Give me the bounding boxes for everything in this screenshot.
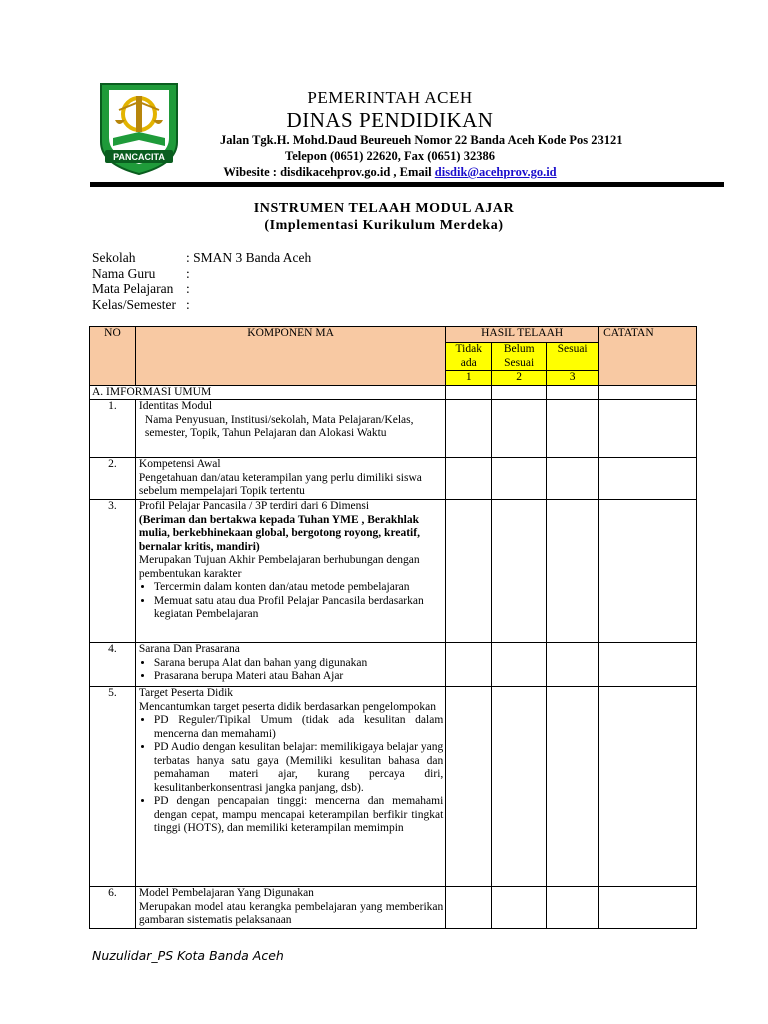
- header-rule: [90, 182, 724, 187]
- row-component: [135, 887, 445, 929]
- component-dimensions: (Beriman dan bertakwa kepada Tuhan YME , Berakhlak mulia, berkebhinekaan global, bergotong royong, kreatif, bernalar kritis, mandiri): [138, 513, 420, 553]
- catatan-cell[interactable]: [599, 687, 697, 887]
- row-number: 2.: [90, 458, 136, 500]
- check-cell[interactable]: [446, 400, 492, 458]
- check-cell[interactable]: [547, 458, 599, 500]
- doc-title-main: INSTRUMEN TELAAH MODUL AJAR: [253, 201, 515, 216]
- ident-row: [92, 250, 311, 266]
- component-title: Profil Pelajar Pancasila / 3P terdiri dari 6 Dimensi: [138, 500, 370, 512]
- score-2: 2: [492, 371, 547, 386]
- ident-label: Nama Guru: [92, 265, 156, 281]
- component-desc: Nama Penyusuan, Institusi/sekolah, Mata Pelajaran/Kelas, semester, Topik, Tahun Pelajaran dan Alokasi Waktu: [144, 413, 414, 439]
- telaah-table: [89, 326, 697, 929]
- header-no: NO: [90, 327, 136, 386]
- bullet-item: • Prasarana berupa Materi atau Bahan Ajar: [154, 670, 443, 684]
- header-sesuai: Sesuai: [547, 343, 599, 371]
- check-cell[interactable]: [547, 500, 599, 643]
- check-cell[interactable]: [547, 400, 599, 458]
- row-number: 4.: [90, 643, 136, 687]
- check-cell[interactable]: [446, 887, 492, 929]
- email-link[interactable]: disdik@acehprov.go.id: [434, 165, 557, 179]
- check-cell[interactable]: [492, 385, 547, 400]
- catatan-cell[interactable]: [599, 500, 697, 643]
- score-1: 1: [446, 371, 492, 386]
- component-title: Target Peserta Didik: [138, 687, 234, 699]
- ident-value: :: [186, 296, 190, 312]
- header-komponen: KOMPONEN MA: [135, 327, 445, 386]
- row-component: [135, 400, 445, 458]
- bullet-item: • Tercermin dalam konten dan/atau metode pembelajaran: [154, 581, 443, 595]
- doc-title: [90, 200, 678, 234]
- check-cell[interactable]: [492, 500, 547, 643]
- row-component: [135, 500, 445, 643]
- check-cell[interactable]: [492, 458, 547, 500]
- check-cell[interactable]: [446, 385, 492, 400]
- check-cell[interactable]: [547, 643, 599, 687]
- component-desc: Pengetahuan dan/atau keterampilan yang perlu dimiliki siswa sebelum mempelajari Topik tertentu: [138, 471, 422, 497]
- component-desc: Mencantumkan target peserta didik berdasarkan pengelompokan: [138, 700, 436, 713]
- check-cell[interactable]: [492, 887, 547, 929]
- score-3: 3: [547, 371, 599, 386]
- component-desc: Merupakan model atau kerangka pembelajaran yang memberikan gambaran sistematis pelaksanaan: [138, 900, 444, 926]
- catatan-cell[interactable]: [599, 887, 697, 929]
- catatan-cell[interactable]: [599, 385, 697, 400]
- check-cell[interactable]: [547, 687, 599, 887]
- row-number: 3.: [90, 500, 136, 643]
- ident-label: Mata Pelajaran: [92, 281, 174, 296]
- row-number: 5.: [90, 687, 136, 887]
- address: Jalan Tgk.H. Mohd.Daud Beureueh Nomor 22 Banda Aceh Kode Pos 23121: [220, 133, 623, 147]
- catatan-cell[interactable]: [599, 400, 697, 458]
- component-title: Model Pembelajaran Yang Digunakan: [138, 887, 314, 899]
- ident-value: :: [186, 265, 190, 281]
- check-cell[interactable]: [446, 500, 492, 643]
- row-component: [135, 643, 445, 687]
- bullet-item: • Memuat satu atau dua Profil Pelajar Pancasila berdasarkan kegiatan Pembelajaran: [154, 595, 443, 622]
- footer-author: Nuzulidar_PS Kota Banda Aceh: [92, 948, 284, 963]
- ident-value: : SMAN 3 Banda Aceh: [186, 250, 312, 265]
- section-a: A. IMFORMASI UMUM: [90, 385, 446, 400]
- pancacita-logo: [95, 80, 183, 176]
- catatan-cell[interactable]: [599, 458, 697, 500]
- bullet-list: [139, 657, 443, 684]
- ident-row: [92, 297, 311, 313]
- check-cell[interactable]: [547, 385, 599, 400]
- ident-label: Sekolah: [92, 250, 136, 265]
- row-component: [135, 687, 445, 887]
- gov-name: PEMERINTAH ACEH: [307, 88, 473, 107]
- letterhead: [190, 88, 623, 180]
- ident-label: Kelas/Semester: [92, 296, 176, 312]
- bullet-list: [139, 581, 443, 622]
- ident-row: [92, 281, 311, 297]
- phone: Telepon (0651) 22620, Fax (0651) 32386: [285, 149, 495, 163]
- component-title: Kompetensi Awal: [138, 458, 221, 470]
- check-cell[interactable]: [492, 687, 547, 887]
- check-cell[interactable]: [547, 887, 599, 929]
- component-desc: Merupakan Tujuan Akhir Pembelajaran berhubungan dengan pembentukan karakter: [138, 554, 420, 580]
- row-number: 6.: [90, 887, 136, 929]
- check-cell[interactable]: [492, 643, 547, 687]
- row-number: 1.: [90, 400, 136, 458]
- header-tidak-ada: Tidak ada: [446, 343, 492, 371]
- logo-text: PANCACITA: [113, 152, 165, 162]
- dept-name: DINAS PENDIDIKAN: [286, 108, 494, 132]
- component-title: Identitas Modul: [138, 400, 213, 412]
- check-cell[interactable]: [446, 458, 492, 500]
- bullet-list: [139, 714, 443, 836]
- check-cell[interactable]: [446, 687, 492, 887]
- header-hasil: HASIL TELAAH: [446, 327, 599, 343]
- bullet-item: • PD Audio dengan kesulitan belajar: memilikigaya belajar yang terbatas hanya satu gaya (Memiliki kesulitan bahasa dan pemahaman materi ajar, kurang percaya diri, kesulitanberkonsentrasi jangka panjang, dsb).: [154, 741, 443, 795]
- catatan-cell[interactable]: [599, 643, 697, 687]
- bullet-item: • PD Reguler/Tipikal Umum (tidak ada kesulitan dalam mencerna dan memahami): [154, 714, 443, 741]
- website: Wibesite : disdikacehprov.go.id , Email: [223, 165, 435, 179]
- check-cell[interactable]: [492, 400, 547, 458]
- web-email: [190, 164, 590, 180]
- component-title: Sarana Dan Prasarana: [138, 643, 240, 655]
- bullet-item: • Sarana berupa Alat dan bahan yang digunakan: [154, 657, 443, 671]
- check-cell[interactable]: [446, 643, 492, 687]
- ident-value: :: [186, 281, 190, 296]
- header-catatan: CATATAN: [599, 327, 697, 386]
- row-component: [135, 458, 445, 500]
- doc-subtitle: (Implementasi Kurikulum Merdeka): [264, 218, 504, 233]
- ident-row: [92, 266, 311, 282]
- bullet-item: • PD dengan pencapaian tinggi: mencerna dan memahami dengan cepat, mampu mencapai keterampilan berfikir tingkat tinggi (HOTS), dan memiliki keterampilan memimpin: [154, 795, 443, 836]
- header-belum-sesuai: Belum Sesuai: [492, 343, 547, 371]
- identity-block: [92, 250, 311, 312]
